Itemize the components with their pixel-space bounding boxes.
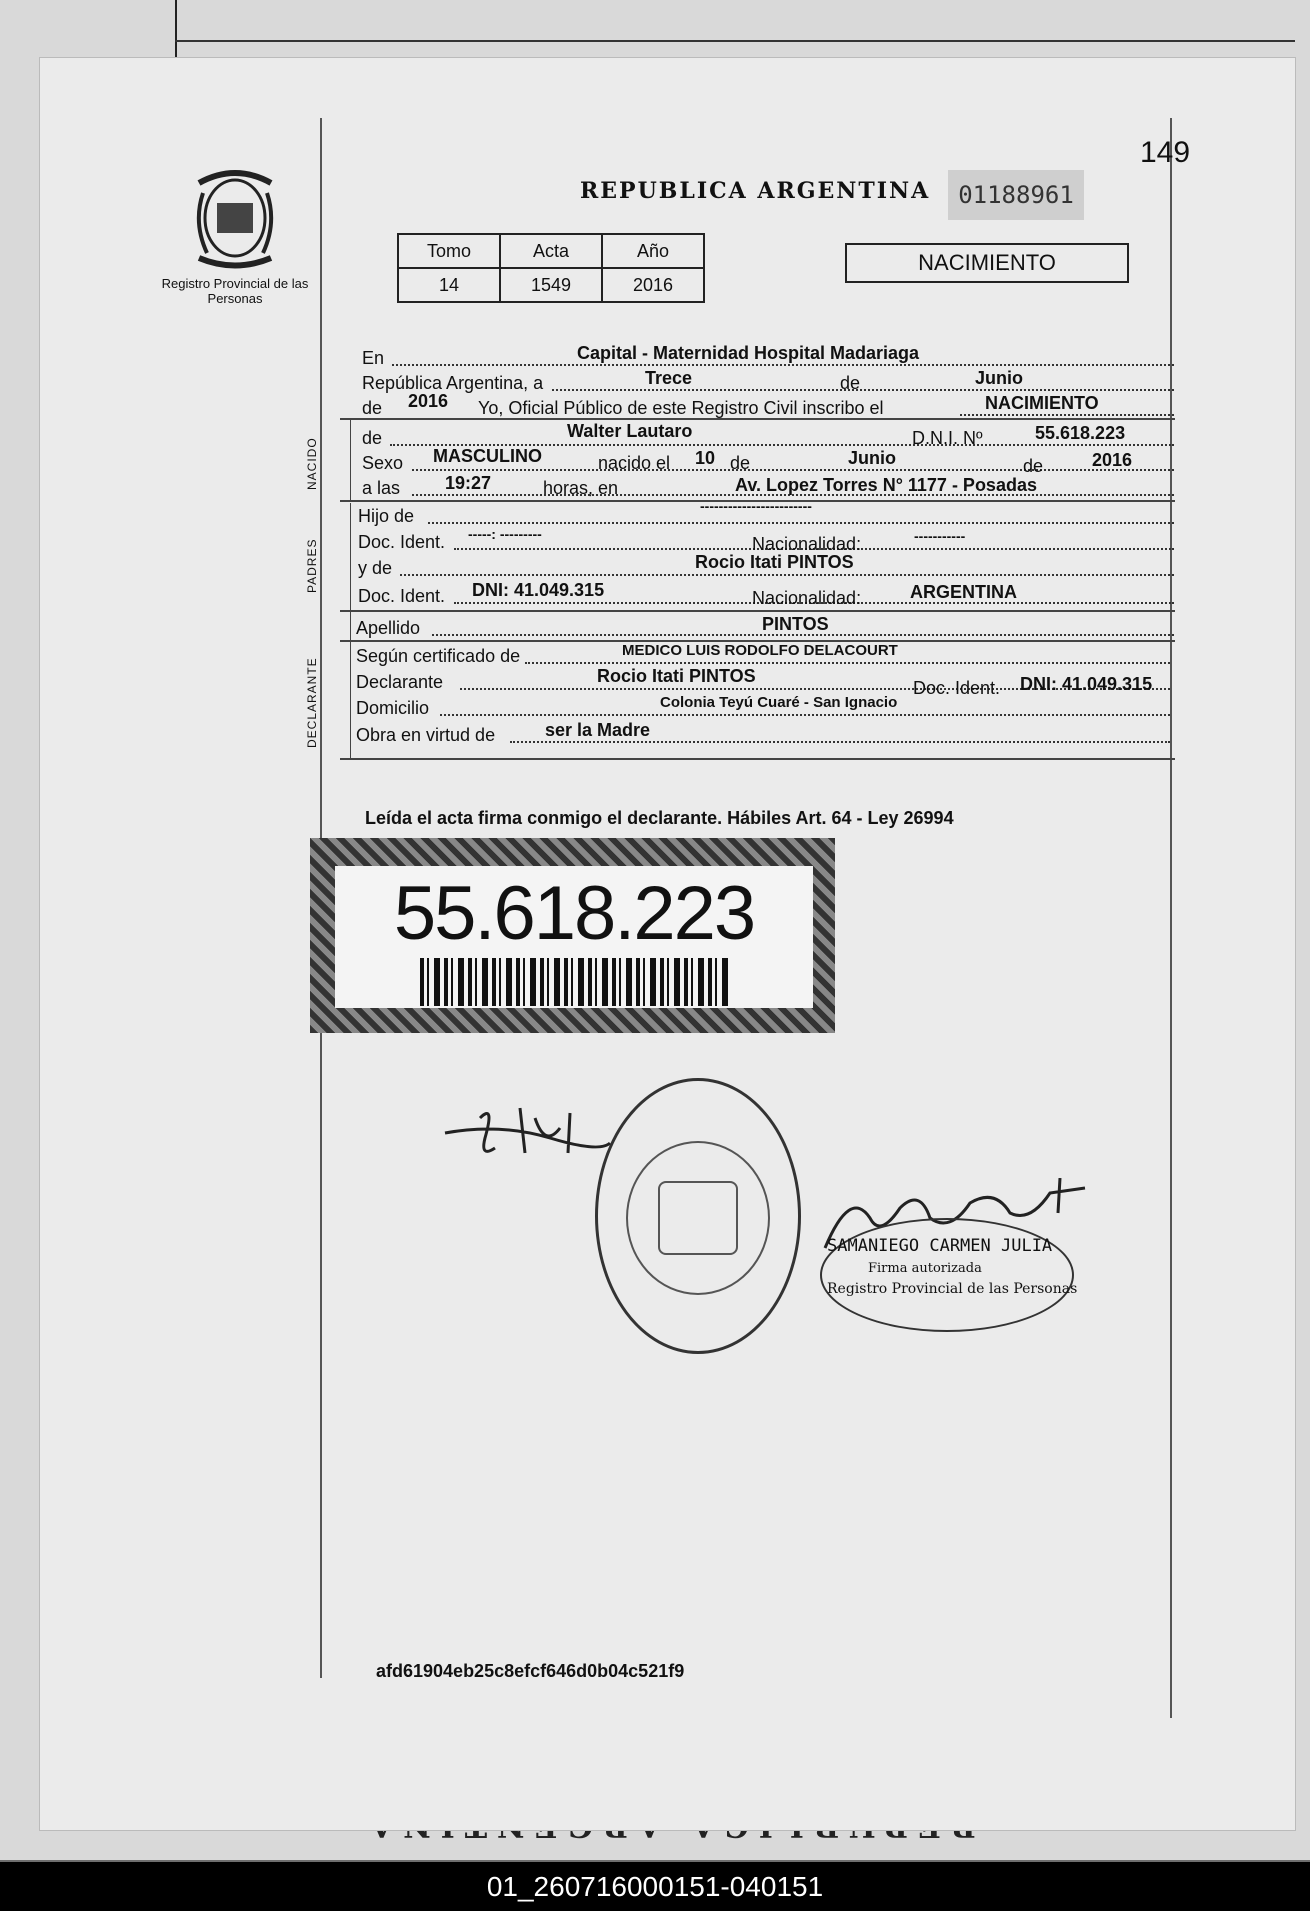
birth-day: 10	[695, 448, 716, 468]
closing-statement: Leída el acta firma conmigo el declarante. Hábiles Art. 64 - Ley 26994	[365, 808, 954, 828]
declarante-doc-label: Doc. Ident.	[913, 678, 1001, 698]
father-nationality: -----------	[914, 528, 966, 544]
tomo-header: Tomo	[398, 234, 500, 268]
father-name: ------------------------	[700, 498, 812, 514]
provincial-seal-icon	[185, 163, 285, 273]
section-bracket	[350, 420, 351, 500]
mother-nationality: ARGENTINA	[910, 582, 1017, 602]
dotted-line	[392, 364, 1174, 366]
official-stamp	[595, 1078, 801, 1354]
dni-sticker-number: 55.618.223	[393, 871, 755, 956]
birth-de-label: de	[730, 453, 751, 473]
dotted-line	[428, 522, 1174, 524]
section-separator	[340, 418, 1175, 420]
section-separator	[340, 758, 1175, 760]
dotted-line	[400, 574, 1174, 576]
nacido-de-label: de	[362, 428, 383, 448]
date-act: NACIMIENTO	[985, 393, 1099, 413]
section-bracket	[350, 643, 351, 758]
date-year: 2016	[408, 391, 449, 411]
dotted-line	[525, 662, 1170, 664]
domicilio-value: Colonia Teyú Cuaré - San Ignacio	[660, 694, 898, 711]
declarant-signature-icon	[440, 1098, 615, 1168]
right-margin-line	[1170, 118, 1172, 1718]
declarante-doc: DNI: 41.049.315	[1020, 674, 1153, 694]
padres-section-label: PADRES	[305, 538, 319, 593]
birth-address: Av. Lopez Torres N° 1177 - Posadas	[735, 475, 1037, 495]
dotted-line	[552, 389, 1174, 391]
underlying-sheet-line	[175, 40, 1295, 42]
birth-year: 2016	[1092, 450, 1133, 470]
obra-label: Obra en virtud de	[356, 725, 496, 745]
place-value: Capital - Maternidad Hospital Madariaga	[577, 343, 920, 363]
father-doc-label: Doc. Ident.	[358, 532, 446, 552]
country-title: REPUBLICA ARGENTINA	[580, 178, 931, 204]
authority-registry: Registro Provincial de las Personas	[827, 1281, 1078, 1297]
dni-sticker	[310, 838, 835, 1033]
father-doc: -----: ---------	[468, 526, 542, 542]
dni-label: D.N.I. Nº	[912, 428, 983, 448]
tomo-value: 14	[398, 268, 500, 302]
section-separator	[340, 610, 1175, 612]
barcode-icon	[420, 958, 730, 1006]
mother-name: Rocio Itati PINTOS	[695, 552, 854, 572]
serial-number: 01188961	[948, 170, 1084, 220]
cert-value: MEDICO LUIS RODOLFO DELACOURT	[622, 642, 898, 659]
birth-de-label-2: de	[1023, 456, 1044, 476]
registry-table	[397, 233, 705, 303]
nacido-section-label: NACIDO	[305, 437, 319, 490]
registry-label: Registro Provincial de las Personas	[161, 276, 309, 306]
date-de2-label: de	[362, 398, 383, 418]
obra-value: ser la Madre	[545, 720, 651, 740]
date-de-label: de	[840, 373, 861, 393]
date-month: Junio	[975, 368, 1023, 388]
mother-nationality-label: Nacionalidad:	[752, 588, 862, 608]
scan-footer-id: 01_260716000151-040151	[0, 1862, 1310, 1911]
declarante-name: Rocio Itati PINTOS	[597, 666, 756, 686]
dotted-line	[960, 414, 1174, 416]
act-type-box: NACIMIENTO	[845, 243, 1129, 283]
apellido-value: PINTOS	[762, 614, 829, 634]
nacido-el-label: nacido el	[598, 453, 671, 473]
horas-label: horas, en	[543, 478, 619, 498]
birth-certificate-page	[40, 58, 1295, 1830]
document-hash: afd61904eb25c8efcf646d0b04c521f9	[376, 1661, 685, 1681]
dni-sticker-label	[335, 866, 813, 1008]
dotted-line	[510, 741, 1170, 743]
authority-name: SAMANIEGO CARMEN JULIA	[827, 1236, 1053, 1256]
apellido-label: Apellido	[356, 618, 421, 638]
date-text: Yo, Oficial Público de este Registro Civil inscribo el	[478, 398, 884, 418]
child-sex: MASCULINO	[433, 446, 542, 466]
acta-value: 1549	[500, 268, 602, 302]
section-bracket	[350, 503, 351, 653]
birth-month: Junio	[848, 448, 896, 468]
acta-header: Acta	[500, 234, 602, 268]
dotted-line	[440, 714, 1170, 716]
ano-value: 2016	[602, 268, 704, 302]
mother-doc-label: Doc. Ident.	[358, 586, 446, 606]
underlying-sheet-border	[175, 0, 1297, 60]
en-label: En	[362, 348, 385, 368]
sexo-label: Sexo	[362, 453, 404, 473]
hijo-de-label: Hijo de	[358, 506, 415, 526]
mother-doc: DNI: 41.049.315	[472, 580, 605, 600]
ano-header: Año	[602, 234, 704, 268]
child-name: Walter Lautaro	[567, 421, 693, 441]
declarante-label: Declarante	[356, 672, 444, 692]
domicilio-label: Domicilio	[356, 698, 430, 718]
date-day: Trece	[645, 368, 693, 388]
declarante-section-label: DECLARANTE	[305, 657, 319, 748]
birth-time: 19:27	[445, 473, 492, 493]
child-dni: 55.618.223	[1035, 423, 1126, 443]
cert-label: Según certificado de	[356, 646, 521, 666]
date-prefix: República Argentina, a	[362, 373, 544, 393]
father-nationality-label: Nacionalidad:	[752, 534, 862, 554]
a-las-label: a las	[362, 478, 401, 498]
y-de-label: y de	[358, 558, 393, 578]
stamp-crest-icon	[658, 1181, 738, 1255]
authority-role: Firma autorizada	[868, 1261, 982, 1276]
page-number: 149	[1140, 136, 1191, 169]
dotted-line	[412, 469, 1174, 471]
